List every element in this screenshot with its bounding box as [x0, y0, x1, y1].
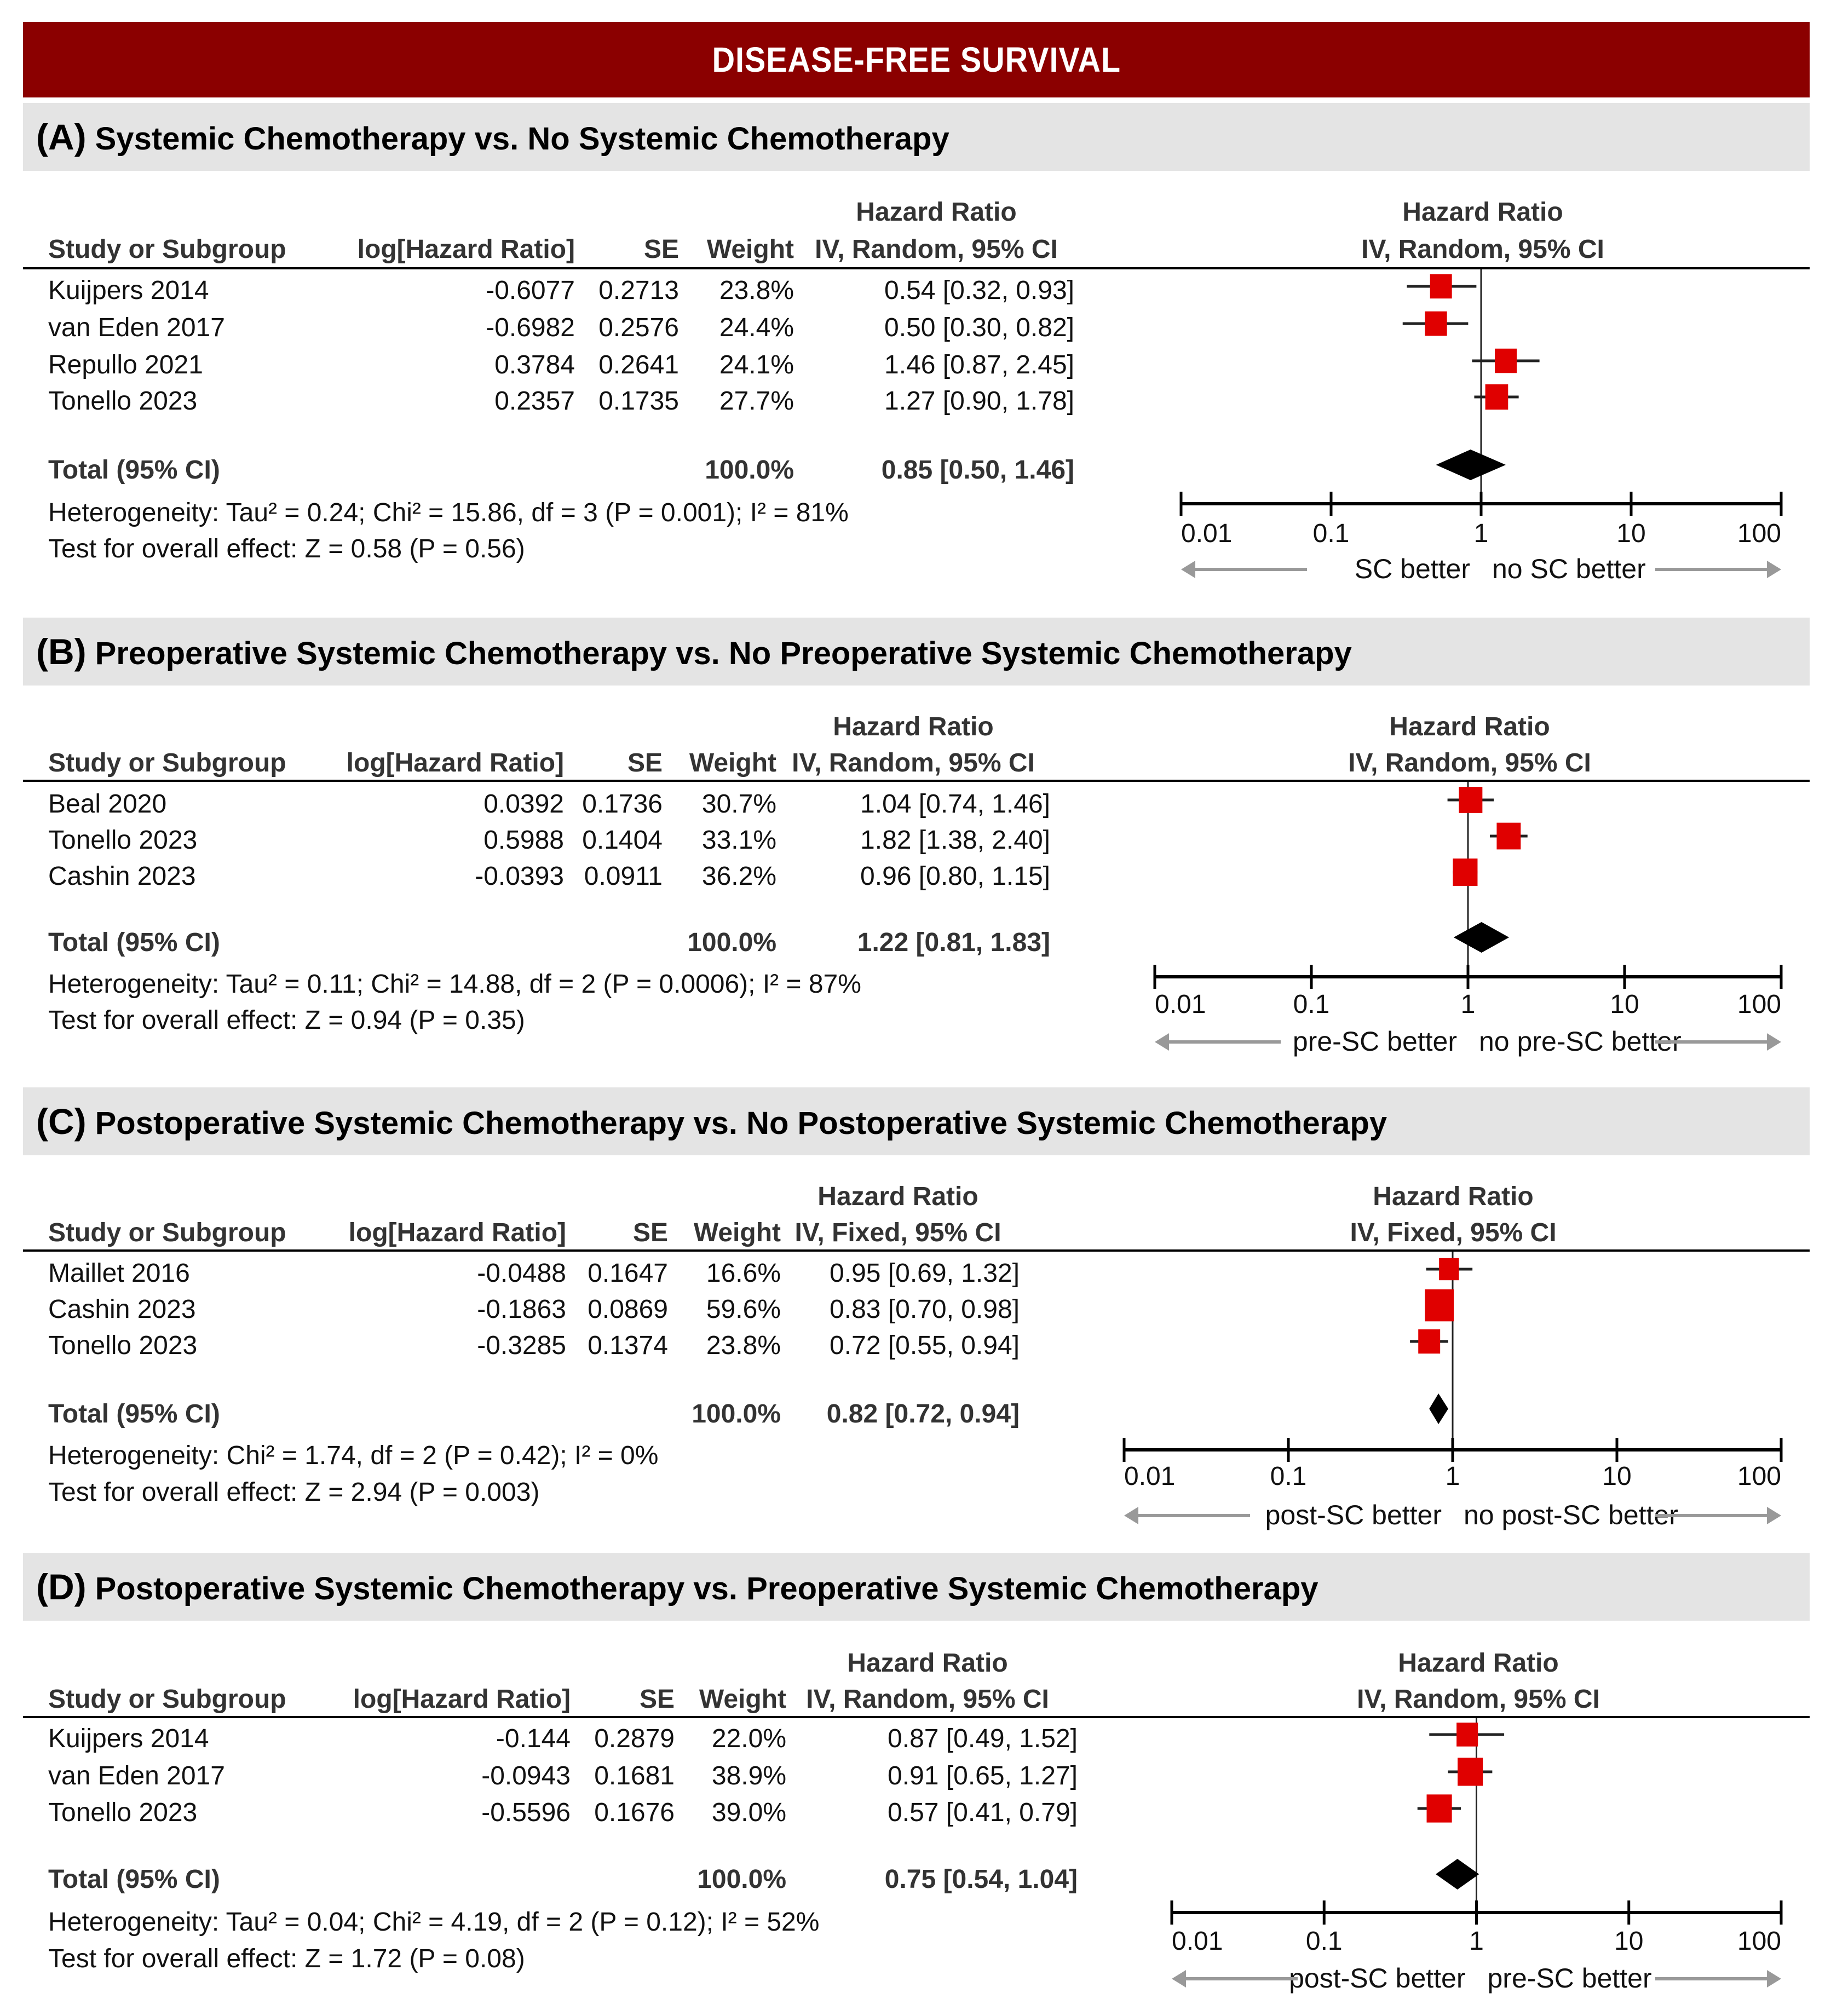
section-header: [23, 103, 1810, 171]
col-header-study: Study or Subgroup: [48, 748, 286, 777]
effect-marker: [1430, 274, 1452, 298]
axis-tick-label: 100: [1737, 1927, 1781, 1956]
effect-marker: [1459, 787, 1482, 813]
se-value: 0.1736: [582, 790, 663, 819]
effect-marker: [1425, 1289, 1454, 1322]
col-header-se: SE: [632, 1218, 668, 1247]
col-header-loghr: log[Hazard Ratio]: [353, 1685, 571, 1714]
study-name: Cashin 2023: [48, 1295, 196, 1324]
pooled-diamond: [1436, 1859, 1479, 1890]
right-arrow-icon: [1767, 1970, 1781, 1988]
effect-marker: [1456, 1723, 1478, 1746]
pooled-diamond: [1454, 922, 1509, 953]
hr-ci-value: 1.82 [1.38, 2.40]: [860, 826, 1050, 855]
weight-value: 36.2%: [701, 862, 776, 891]
axis-tick-label: 10: [1616, 519, 1646, 548]
left-arrow-icon: [1181, 561, 1195, 578]
title-banner: [23, 22, 1810, 97]
study-name: Kuijpers 2014: [48, 276, 209, 305]
hr-ci-value: 0.95 [0.69, 1.32]: [830, 1259, 1020, 1288]
header-rule: [23, 1249, 1810, 1252]
favours-right-label: no SC better: [1492, 554, 1646, 584]
loghr-value: -0.6077: [486, 276, 575, 305]
section-title: [36, 1101, 1387, 1142]
heterogeneity-stat: Heterogeneity: Tau² = 0.24; Chi² = 15.86, df = 3 (P = 0.001); I² = 81%: [48, 498, 849, 527]
axis-tick-label: 1: [1460, 990, 1476, 1019]
study-name: Tonello 2023: [48, 387, 198, 416]
se-value: 0.0911: [584, 862, 663, 891]
plot-header-method: IV, Random, 95% CI: [1357, 1685, 1600, 1714]
study-name: Repullo 2021: [48, 350, 203, 379]
hr-ci-value: 0.54 [0.32, 0.93]: [884, 276, 1074, 305]
weight-value: 38.9%: [711, 1761, 786, 1790]
effect-marker: [1425, 312, 1447, 336]
se-value: 0.1647: [588, 1259, 668, 1288]
favours-left-label: post-SC better: [1265, 1500, 1442, 1530]
weight-value: 16.6%: [706, 1259, 781, 1288]
axis-tick-label: 10: [1610, 990, 1639, 1019]
col-header-loghr: log[Hazard Ratio]: [348, 1218, 566, 1247]
se-value: 0.2576: [598, 313, 679, 342]
loghr-value: -0.0393: [475, 862, 564, 891]
axis-tick-label: 0.1: [1305, 1927, 1343, 1956]
header-rule: [23, 267, 1810, 269]
study-name: Maillet 2016: [48, 1259, 190, 1288]
loghr-value: 0.2357: [494, 387, 575, 416]
total-hr: 1.22 [0.81, 1.83]: [857, 928, 1050, 957]
pooled-diamond: [1436, 450, 1506, 480]
page-title: DISEASE-FREE SURVIVAL: [712, 40, 1121, 79]
hr-ci-value: 0.57 [0.41, 0.79]: [888, 1798, 1078, 1827]
axis-tick-label: 0.1: [1270, 1462, 1307, 1491]
col-header-method: IV, Random, 95% CI: [806, 1685, 1049, 1714]
effect-marker: [1458, 1758, 1483, 1785]
loghr-value: -0.3285: [477, 1331, 566, 1360]
axis-tick-label: 0.01: [1124, 1462, 1176, 1491]
col-header-loghr: log[Hazard Ratio]: [357, 235, 575, 264]
axis-tick-label: 100: [1737, 990, 1781, 1019]
loghr-value: 0.5988: [483, 826, 564, 855]
section-letter: (D): [36, 1566, 87, 1607]
favours-right-label: no pre-SC better: [1479, 1026, 1682, 1057]
section-title: [36, 116, 949, 158]
se-value: 0.2713: [598, 276, 679, 305]
axis-tick-label: 0.01: [1172, 1927, 1223, 1956]
loghr-value: -0.5596: [481, 1798, 571, 1827]
col-header-method: IV, Random, 95% CI: [792, 748, 1035, 777]
section-letter: (A): [36, 117, 87, 157]
axis-tick-label: 0.1: [1312, 519, 1350, 548]
axis-tick-label: 1: [1469, 1927, 1484, 1956]
col-header-study: Study or Subgroup: [48, 1685, 286, 1714]
section-header: [23, 1553, 1810, 1621]
se-value: 0.1374: [588, 1331, 668, 1360]
col-header-study: Study or Subgroup: [48, 235, 286, 264]
weight-value: 27.7%: [719, 387, 794, 416]
plot-header-method: IV, Random, 95% CI: [1348, 748, 1591, 777]
col-header-hr: Hazard Ratio: [817, 1182, 978, 1211]
axis-tick-label: 0.01: [1155, 990, 1206, 1019]
loghr-value: 0.3784: [494, 350, 575, 379]
pooled-diamond: [1429, 1393, 1448, 1424]
se-value: 0.1735: [598, 387, 679, 416]
hr-ci-value: 0.83 [0.70, 0.98]: [830, 1295, 1020, 1324]
axis-tick-label: 0.1: [1293, 990, 1330, 1019]
col-header-hr: Hazard Ratio: [856, 198, 1017, 227]
study-name: Cashin 2023: [48, 862, 196, 891]
col-header-se: SE: [627, 748, 663, 777]
hr-ci-value: 1.04 [0.74, 1.46]: [860, 790, 1050, 819]
weight-value: 24.1%: [719, 350, 794, 379]
study-name: van Eden 2017: [48, 1761, 225, 1790]
overall-effect-stat: Test for overall effect: Z = 0.94 (P = 0.35): [48, 1006, 525, 1035]
se-value: 0.0869: [588, 1295, 668, 1324]
loghr-value: -0.1863: [477, 1295, 566, 1324]
section-header: [23, 618, 1810, 686]
col-header-hr: Hazard Ratio: [847, 1649, 1008, 1678]
total-weight: 100.0%: [692, 1399, 781, 1429]
favours-left-label: SC better: [1354, 554, 1470, 584]
col-header-weight: Weight: [689, 748, 776, 777]
header-rule: [23, 780, 1810, 782]
effect-marker: [1453, 859, 1477, 886]
left-arrow-icon: [1172, 1970, 1186, 1988]
right-arrow-icon: [1767, 1033, 1781, 1051]
study-name: Tonello 2023: [48, 1798, 198, 1827]
weight-value: 30.7%: [701, 790, 776, 819]
plot-header-method: IV, Fixed, 95% CI: [1350, 1218, 1557, 1247]
total-label: Total (95% CI): [48, 928, 220, 957]
section-letter: (B): [36, 631, 87, 672]
section-letter: (C): [36, 1101, 87, 1142]
loghr-value: -0.0488: [477, 1259, 566, 1288]
axis-tick-label: 1: [1445, 1462, 1460, 1491]
study-name: van Eden 2017: [48, 313, 225, 342]
left-arrow-icon: [1124, 1507, 1138, 1524]
hr-ci-value: 0.50 [0.30, 0.82]: [884, 313, 1074, 342]
heterogeneity-stat: Heterogeneity: Tau² = 0.04; Chi² = 4.19, df = 2 (P = 0.12); I² = 52%: [48, 1908, 820, 1937]
se-value: 0.2879: [594, 1724, 675, 1753]
effect-marker: [1439, 1258, 1459, 1280]
overall-effect-stat: Test for overall effect: Z = 0.58 (P = 0.56): [48, 534, 525, 563]
right-arrow-icon: [1767, 1507, 1781, 1524]
col-header-se: SE: [639, 1685, 675, 1714]
hr-ci-value: 0.72 [0.55, 0.94]: [830, 1331, 1020, 1360]
axis-tick-label: 100: [1737, 1462, 1781, 1491]
col-header-method: IV, Random, 95% CI: [815, 235, 1058, 264]
section-title-text: Postoperative Systemic Chemotherapy vs. Preoperative Systemic Chemotherapy: [95, 1571, 1318, 1606]
col-header-weight: Weight: [706, 235, 794, 264]
study-name: Kuijpers 2014: [48, 1724, 209, 1753]
hr-ci-value: 0.91 [0.65, 1.27]: [888, 1761, 1078, 1790]
col-header-method: IV, Fixed, 95% CI: [794, 1218, 1001, 1247]
weight-value: 33.1%: [701, 826, 776, 855]
weight-value: 39.0%: [711, 1798, 786, 1827]
se-value: 0.1676: [594, 1798, 675, 1827]
weight-value: 23.8%: [706, 1331, 781, 1360]
section-header: [23, 1087, 1810, 1155]
hr-ci-value: 0.87 [0.49, 1.52]: [888, 1724, 1078, 1753]
plot-header-hr: Hazard Ratio: [1389, 712, 1550, 741]
plot-header-hr: Hazard Ratio: [1398, 1649, 1559, 1678]
col-header-loghr: log[Hazard Ratio]: [346, 748, 564, 777]
axis-tick-label: 10: [1614, 1927, 1644, 1956]
overall-effect-stat: Test for overall effect: Z = 2.94 (P = 0.003): [48, 1478, 540, 1507]
total-label: Total (95% CI): [48, 1865, 220, 1894]
hr-ci-value: 1.27 [0.90, 1.78]: [884, 387, 1074, 416]
plot-header-method: IV, Random, 95% CI: [1361, 235, 1604, 264]
study-name: Tonello 2023: [48, 1331, 198, 1360]
heterogeneity-stat: Heterogeneity: Tau² = 0.11; Chi² = 14.88, df = 2 (P = 0.0006); I² = 87%: [48, 970, 861, 999]
header-rule: [23, 1716, 1810, 1718]
effect-marker: [1418, 1329, 1440, 1353]
total-weight: 100.0%: [697, 1865, 786, 1894]
section-title-text: Postoperative Systemic Chemotherapy vs. No Postoperative Systemic Chemotherapy: [95, 1105, 1387, 1141]
favours-right-label: pre-SC better: [1487, 1963, 1652, 1994]
weight-value: 23.8%: [719, 276, 794, 305]
study-name: Beal 2020: [48, 790, 167, 819]
overall-effect-stat: Test for overall effect: Z = 1.72 (P = 0.08): [48, 1944, 525, 1973]
col-header-se: SE: [643, 235, 679, 264]
se-value: 0.2641: [598, 350, 679, 379]
effect-marker: [1427, 1794, 1452, 1822]
total-label: Total (95% CI): [48, 1399, 220, 1429]
loghr-value: -0.144: [496, 1724, 571, 1753]
effect-marker: [1495, 349, 1517, 373]
effect-marker: [1485, 384, 1508, 410]
section-title-text: Systemic Chemotherapy vs. No Systemic Chemotherapy: [95, 121, 949, 157]
favours-left-label: pre-SC better: [1292, 1026, 1457, 1057]
plot-header-hr: Hazard Ratio: [1373, 1182, 1534, 1211]
total-label: Total (95% CI): [48, 456, 220, 485]
col-header-weight: Weight: [699, 1685, 786, 1714]
section-title: [36, 1566, 1318, 1608]
weight-value: 24.4%: [719, 313, 794, 342]
right-arrow-icon: [1767, 561, 1781, 578]
total-hr: 0.82 [0.72, 0.94]: [826, 1399, 1020, 1429]
plot-header-hr: Hazard Ratio: [1402, 198, 1563, 227]
section-title: [36, 631, 1352, 672]
total-weight: 100.0%: [705, 456, 794, 485]
hr-ci-value: 1.46 [0.87, 2.45]: [884, 350, 1074, 379]
loghr-value: -0.6982: [486, 313, 575, 342]
favours-left-label: post-SC better: [1289, 1963, 1466, 1994]
total-weight: 100.0%: [687, 928, 776, 957]
axis-tick-label: 100: [1737, 519, 1781, 548]
study-name: Tonello 2023: [48, 826, 198, 855]
axis-tick-label: 0.01: [1181, 519, 1233, 548]
favours-right-label: no post-SC better: [1464, 1500, 1678, 1530]
loghr-value: 0.0392: [483, 790, 564, 819]
total-hr: 0.85 [0.50, 1.46]: [881, 456, 1074, 485]
weight-value: 22.0%: [711, 1724, 786, 1753]
axis-tick-label: 10: [1602, 1462, 1632, 1491]
axis-tick-label: 1: [1473, 519, 1489, 548]
total-hr: 0.75 [0.54, 1.04]: [884, 1865, 1078, 1894]
col-header-study: Study or Subgroup: [48, 1218, 286, 1247]
section-title-text: Preoperative Systemic Chemotherapy vs. No Preoperative Systemic Chemotherapy: [95, 636, 1352, 671]
col-header-hr: Hazard Ratio: [833, 712, 994, 741]
se-value: 0.1404: [582, 826, 663, 855]
weight-value: 59.6%: [706, 1295, 781, 1324]
effect-marker: [1496, 823, 1521, 850]
col-header-weight: Weight: [693, 1218, 781, 1247]
se-value: 0.1681: [594, 1761, 675, 1790]
loghr-value: -0.0943: [481, 1761, 571, 1790]
hr-ci-value: 0.96 [0.80, 1.15]: [860, 862, 1050, 891]
left-arrow-icon: [1155, 1033, 1169, 1051]
heterogeneity-stat: Heterogeneity: Chi² = 1.74, df = 2 (P = 0.42); I² = 0%: [48, 1441, 659, 1470]
